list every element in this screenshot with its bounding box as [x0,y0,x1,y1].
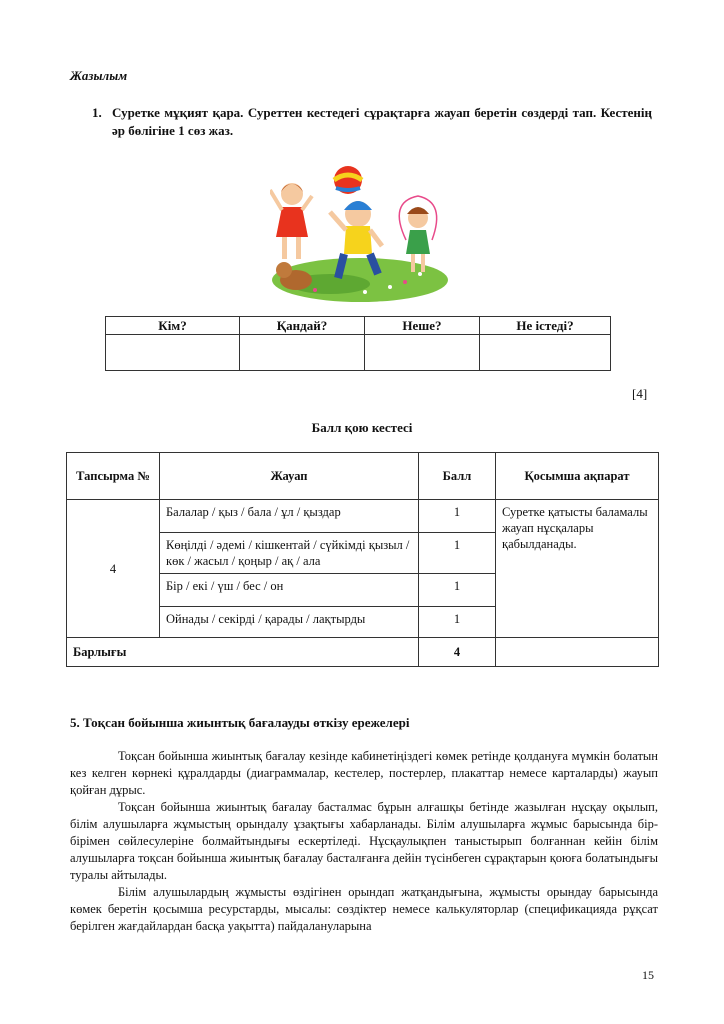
score-table-header [67,453,659,500]
header-extra-info: Қосымша ақпарат [496,453,659,500]
rules-paragraph: Тоқсан бойынша жиынтық бағалау басталмас бұрын алғашқы бетінде жазылған нұсқау оқылып, білім алушыларға жұмыстың орындалу ұзақтығы хабарланады. Білім алушыларға жұмыс барысында бір-бірімен сөйлесулеріне болмайтындығы ескертіледі. Нұсқаулықпен таныстырып болғаннан кейін білім алушыларға тоқсан бойынша жиынтық бағалау басталғанға дейін түсінбеген сұрақтарын қоюға болатындығы туралы айтылады. [70,800,658,882]
total-label: Барлығы [67,638,419,667]
answer-row [106,335,611,371]
score-table-title: Балл қою кестесі [311,420,413,435]
header-what-did: Не істеді? [480,317,611,335]
answer-cell-what-did [480,335,611,371]
answer-cell-how-many [365,335,480,371]
task-number: 1. [92,105,102,120]
task-max-score: [4] [632,386,648,401]
header-what-kind: Қандай? [240,317,365,335]
table-row [67,500,659,533]
rules-paragraph: Тоқсан бойынша жиынтық бағалау кезінде кабинетіңіздегі көмек ретінде қолдануға мүмкін болатын кез келген көрнекі құралдарды (диаграммалар, кестелер, постерлер, плакаттар немесе карталарды) жауып қойған дұрыс. [70,749,658,797]
header-how-many: Неше? [365,317,480,335]
answer-cell: Бір / екі / үш / бес / он [160,574,419,607]
total-row [67,638,659,667]
score-cell: 1 [419,500,496,533]
answer-table-header [106,317,611,335]
header-who: Кім? [106,317,240,335]
score-cell: 1 [419,533,496,574]
answer-cell: Ойнады / секірді / қарады / лақтырды [160,607,419,638]
total-score: 4 [419,638,496,667]
children-playing-illustration [270,162,450,302]
page-number: 15 [642,968,654,982]
section-title: Жазылым [70,68,128,83]
task-number-cell: 4 [67,500,160,638]
header-task-number: Тапсырма № [67,453,160,500]
answer-cell: Балалар / қыз / бала / ұл / қыздар [160,500,419,533]
extra-info-cell: Суретке қатысты баламалы жауап нұсқалары қабылданады. [496,500,659,638]
task-text: Суретке мұқият қара. Суреттен кестедегі сұрақтарға жауап беретін сөздерді тап. Кестенің әр бөлігіне 1 сөз жаз. [112,105,652,138]
total-extra-cell [496,638,659,667]
task-instruction [92,104,652,140]
rules-paragraph: Білім алушылардың жұмысты өздігінен орындап жатқандығына, жұмысты орындау барысында көмек беретін қосымша ресурстарды, мысалы: сөздіктер немесе калькуляторлар (спецификацияда рұқсат берілген жағдайлардан басқа уақытта) пайдалануларына [70,885,658,933]
header-answer: Жауап [160,453,419,500]
rules-heading: 5. Тоқсан бойынша жиынтық бағалауды өткізу ережелері [70,715,410,730]
score-cell: 1 [419,574,496,607]
answer-cell-what-kind [240,335,365,371]
score-table [66,452,659,667]
header-score: Балл [419,453,496,500]
answer-cell: Көңілді / әдемі / кішкентай / сүйкімді қызыл / көк / жасыл / қоңыр / ақ / ала [160,533,419,574]
answer-table [105,316,611,371]
answer-cell-who [106,335,240,371]
score-cell: 1 [419,607,496,638]
